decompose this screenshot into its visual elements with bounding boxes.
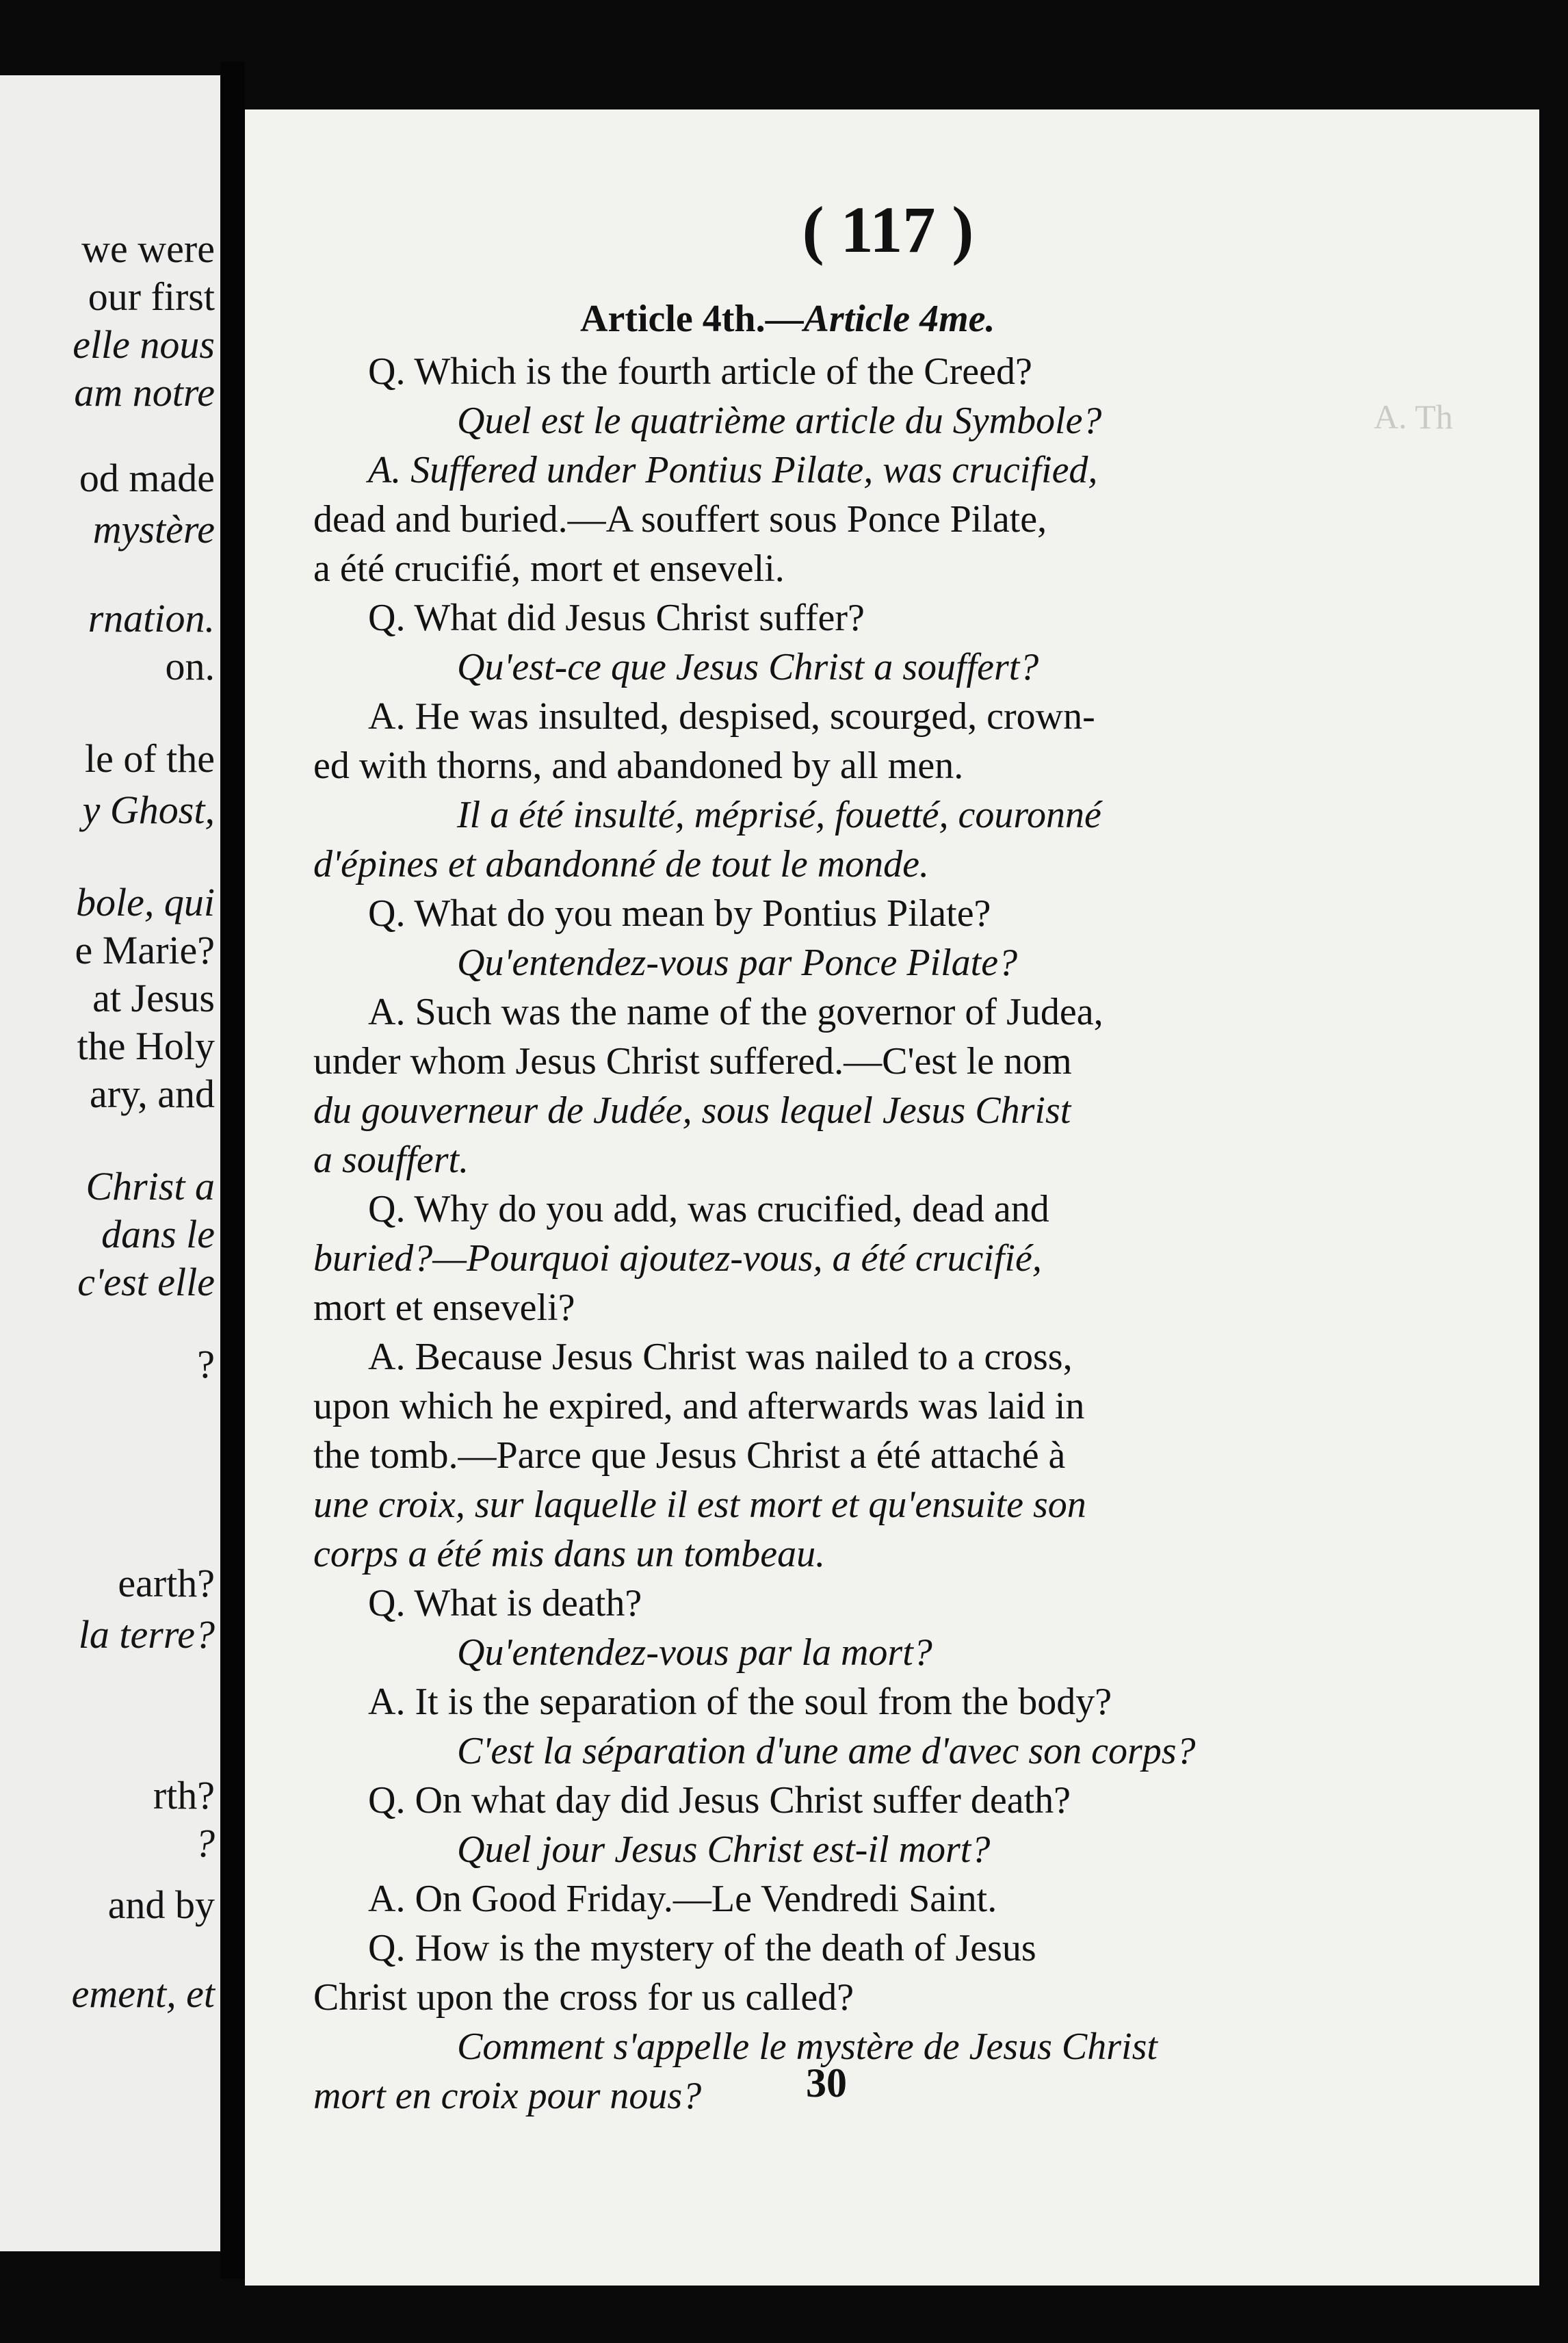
previous-page-line: am notre bbox=[74, 370, 215, 415]
text-line: Quel est le quatrième article du Symbole? bbox=[457, 400, 1102, 442]
text-line: A. On Good Friday.—Le Vendredi Saint. bbox=[368, 1878, 997, 1920]
text-line: Q. Why do you add, was crucified, dead and bbox=[368, 1188, 1049, 1230]
previous-page-line: rth? bbox=[153, 1773, 215, 1817]
text-line: Qu'entendez-vous par la mort? bbox=[457, 1631, 932, 1674]
previous-page-line: Christ a bbox=[86, 1164, 215, 1208]
text-line: d'épines et abandonné de tout le monde. bbox=[313, 843, 929, 885]
text-line: une croix, sur laquelle il est mort et qu'ensuite son bbox=[313, 1484, 1086, 1526]
previous-page-line: le of the bbox=[84, 736, 215, 781]
text-line: Q. What is death? bbox=[368, 1582, 642, 1624]
text-line: mort en croix pour nous? bbox=[313, 2075, 702, 2117]
text-line: Q. Which is the fourth article of the Creed? bbox=[368, 350, 1032, 393]
text-line: dead and buried.—A souffert sous Ponce Pilate, bbox=[313, 498, 1047, 541]
text-line: ed with thorns, and abandoned by all men. bbox=[313, 745, 964, 787]
text-line: A. Such was the name of the governor of Judea, bbox=[368, 991, 1103, 1033]
previous-page-line: elle nous bbox=[73, 322, 215, 367]
previous-page-line: bole, qui bbox=[76, 880, 215, 924]
previous-page-line: rnation. bbox=[88, 596, 215, 640]
text-line: Christ upon the cross for us called? bbox=[313, 1976, 854, 2019]
page-117 bbox=[245, 109, 1539, 2286]
text-line: Quel jour Jesus Christ est-il mort? bbox=[457, 1828, 991, 1871]
text-line: Q. What did Jesus Christ suffer? bbox=[368, 597, 865, 639]
article-heading-french: Article 4me. bbox=[803, 298, 995, 340]
previous-page-line: our first bbox=[88, 274, 215, 319]
text-line: Il a été insulté, méprisé, fouetté, couronné bbox=[457, 794, 1101, 836]
text-line: corps a été mis dans un tombeau. bbox=[313, 1533, 826, 1575]
previous-page-line: c'est elle bbox=[77, 1260, 215, 1304]
text-line: Qu'entendez-vous par Ponce Pilate? bbox=[457, 942, 1018, 984]
signature-mark: 30 bbox=[806, 2060, 847, 2106]
previous-page-line: on. bbox=[165, 644, 215, 688]
text-line: under whom Jesus Christ suffered.—C'est le nom bbox=[313, 1040, 1072, 1083]
previous-page-line: earth? bbox=[118, 1561, 215, 1605]
previous-page-line: y Ghost, bbox=[82, 788, 215, 832]
text-line: a souffert. bbox=[313, 1139, 469, 1181]
page-number: ( 117 ) bbox=[802, 193, 974, 266]
text-line: A. It is the separation of the soul from the body? bbox=[368, 1681, 1112, 1723]
text-line: Q. What do you mean by Pontius Pilate? bbox=[368, 892, 991, 935]
text-line: C'est la séparation d'une ame d'avec son corps? bbox=[457, 1730, 1196, 1772]
previous-page-line: la terre? bbox=[78, 1612, 215, 1657]
text-line: A. He was insulted, despised, scourged, crown- bbox=[368, 695, 1095, 738]
previous-page-line: and by bbox=[107, 1882, 215, 1927]
previous-page-line: e Marie? bbox=[75, 928, 215, 972]
previous-page-line: ? bbox=[195, 1821, 215, 1865]
previous-page-line: at Jesus bbox=[92, 976, 215, 1020]
previous-page-line: ary, and bbox=[89, 1072, 215, 1116]
text-line: A. Suffered under Pontius Pilate, was crucified, bbox=[368, 449, 1098, 491]
previous-page-line: ? bbox=[197, 1342, 215, 1386]
text-line: Qu'est-ce que Jesus Christ a souffert? bbox=[457, 646, 1039, 688]
previous-page-edge bbox=[0, 75, 220, 2251]
text-line: du gouverneur de Judée, sous lequel Jesus Christ bbox=[313, 1089, 1071, 1132]
text-line: Comment s'appelle le mystère de Jesus Christ bbox=[457, 2025, 1158, 2068]
previous-page-line: we were bbox=[81, 226, 215, 271]
text-line: Q. On what day did Jesus Christ suffer death? bbox=[368, 1779, 1071, 1822]
text-line: mort et enseveli? bbox=[313, 1286, 575, 1329]
previous-page-line: the Holy bbox=[77, 1024, 215, 1068]
text-line: a été crucifié, mort et enseveli. bbox=[313, 547, 785, 590]
article-heading-english: Article 4th.— bbox=[580, 298, 804, 340]
previous-page-line: dans le bbox=[101, 1212, 215, 1256]
article-heading bbox=[580, 300, 995, 338]
text-line: the tomb.—Parce que Jesus Christ a été attaché à bbox=[313, 1434, 1066, 1477]
previous-page-line: mystère bbox=[92, 507, 215, 552]
text-line: Q. How is the mystery of the death of Jesus bbox=[368, 1927, 1036, 1969]
previous-page-line: od made bbox=[79, 456, 215, 500]
show-through-text: A. Th bbox=[1374, 398, 1453, 436]
text-line: upon which he expired, and afterwards was laid in bbox=[313, 1385, 1085, 1427]
previous-page-line: ement, et bbox=[71, 1971, 215, 2016]
text-line: A. Because Jesus Christ was nailed to a cross, bbox=[368, 1336, 1073, 1378]
text-line: buried?—Pourquoi ajoutez-vous, a été crucifié, bbox=[313, 1237, 1042, 1280]
book-gutter bbox=[220, 62, 245, 2279]
